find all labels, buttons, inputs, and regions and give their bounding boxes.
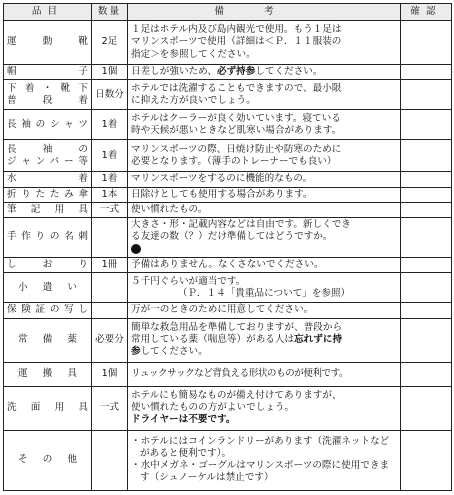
header-remarks: 備考 [128, 4, 401, 21]
table-row [4, 303, 452, 318]
table-row [4, 80, 452, 110]
table-row [4, 430, 452, 490]
header-quantity: 数量 [92, 4, 128, 21]
remarks-line: ホテルでは洗濯することもできますので、最小限 [131, 82, 342, 94]
table-row [4, 187, 452, 202]
item-name: 手作りの名刺 [4, 218, 92, 258]
table-header-row [4, 4, 452, 21]
item-quantity: 必要分 [92, 318, 128, 362]
item-remarks [128, 318, 401, 362]
item-quantity: 1本 [92, 187, 128, 202]
item-name-line: 普段着 [7, 94, 88, 106]
item-name-line: 下着・靴下 [7, 82, 88, 94]
item-name-line: 長袖の [7, 143, 88, 155]
item-remarks [128, 110, 401, 140]
item-quantity: 1個 [92, 362, 128, 386]
item-remarks: 使い慣れたもの。 [128, 202, 401, 217]
item-name: 運搬具 [4, 362, 92, 386]
item-name: 長袖のシャツ [4, 110, 92, 140]
item-name [4, 80, 92, 110]
remarks-bullet: ・水中メガネ・ゴーグルはマリンスポーツの際に使用できます（シュノーケルは禁止です） [131, 460, 390, 484]
table-row [4, 140, 452, 172]
item-name [4, 140, 92, 172]
remarks-line [131, 334, 397, 346]
table-row [4, 318, 452, 362]
item-remarks [128, 430, 401, 490]
remarks-line: マリンスポーツの際、日焼け防止や防寒のために [131, 143, 342, 155]
confirm-checkbox-cell[interactable] [401, 218, 452, 258]
remarks-line: 使い慣れたものの方がよいでしょう。 [131, 401, 295, 413]
table-row [4, 172, 452, 187]
header-confirm: 確認 [401, 4, 452, 21]
remarks-line: 指定＞を参照してください。 [131, 48, 256, 60]
item-name: 帽子 [4, 65, 92, 80]
confirm-checkbox-cell[interactable] [401, 110, 452, 140]
item-quantity: 1着 [92, 110, 128, 140]
header-item: 品目 [4, 4, 92, 21]
item-name: 小遣い [4, 273, 92, 303]
filled-circle-icon [131, 244, 141, 254]
remarks-line: る友達の数（？）だけ準備してはどうですか。 [131, 231, 333, 243]
remarks-bullet: ・ホテルにはコインランドリーがあります（洗濯ネットなどがあると便利です）。 [131, 435, 390, 459]
table-row [4, 65, 452, 80]
item-remarks: 予備はありません。なくさないでください。 [128, 258, 401, 273]
confirm-checkbox-cell[interactable] [401, 362, 452, 386]
confirm-checkbox-cell[interactable] [401, 172, 452, 187]
table-row [4, 273, 452, 303]
item-remarks [128, 65, 401, 80]
table-row [4, 202, 452, 217]
remarks-line [131, 346, 397, 358]
item-name: 洗面用具 [4, 386, 92, 430]
item-remarks [128, 218, 401, 258]
remarks-emphasis: 参 [131, 346, 141, 358]
item-name-line: ジャンパー等 [7, 155, 88, 167]
remarks-line: 大きさ・形・記載内容などは自由です。新しくでき [131, 219, 351, 231]
confirm-checkbox-cell[interactable] [401, 303, 452, 318]
item-remarks [128, 80, 401, 110]
item-remarks: マリンスポーツをするのに機能的なもの。 [128, 172, 401, 187]
remarks-line: に抑えた方が良いでしょう。 [131, 94, 256, 106]
item-name: 水着 [4, 172, 92, 187]
filled-circle-icon-line [131, 244, 397, 256]
packing-checklist-table [3, 3, 452, 491]
remarks-text: してください。 [255, 66, 323, 77]
item-quantity [92, 430, 128, 490]
item-remarks: 日除けとしても使用する場合があります。 [128, 187, 401, 202]
item-quantity: 日数分 [92, 80, 128, 110]
confirm-checkbox-cell[interactable] [401, 21, 452, 65]
item-quantity: 一式 [92, 386, 128, 430]
item-remarks: リュックサックなど背負える形状のものが便利です。 [128, 362, 401, 386]
remarks-line: 簡単な救急用品を準備しておりますが、普段から [131, 321, 343, 333]
remarks-line: マリンスポーツで使用（詳細は＜Ｐ．１１服装の [131, 36, 342, 48]
item-remarks [128, 21, 401, 65]
table-row [4, 258, 452, 273]
item-name: 保険証の写し [4, 303, 92, 318]
remarks-emphasis: 必ず持参 [216, 66, 256, 77]
item-name: 折りたたみ傘 [4, 187, 92, 202]
confirm-checkbox-cell[interactable] [401, 65, 452, 80]
item-quantity [92, 303, 128, 318]
confirm-checkbox-cell[interactable] [401, 258, 452, 273]
remarks-line: （Ｐ．１４「貴重品について」を参照） [177, 287, 351, 299]
confirm-checkbox-cell[interactable] [401, 386, 452, 430]
item-quantity: 1個 [92, 65, 128, 80]
remarks-line: ホテルにも簡易なものが備え付けてありますが、 [131, 389, 342, 401]
remarks-emphasis: ドライヤーは不要です。 [131, 414, 236, 426]
item-remarks [128, 273, 401, 303]
item-name: しおり [4, 258, 92, 273]
item-quantity [92, 273, 128, 303]
remarks-line: １足はホテル内及び島内観光で使用。もう１足は [131, 24, 342, 36]
table-row [4, 386, 452, 430]
confirm-checkbox-cell[interactable] [401, 202, 452, 217]
item-quantity: 1着 [92, 140, 128, 172]
table-row [4, 21, 452, 65]
confirm-checkbox-cell[interactable] [401, 140, 452, 172]
confirm-checkbox-cell[interactable] [401, 187, 452, 202]
remarks-line: ホテルはクーラーが良く効いています。寝ている [131, 112, 341, 124]
item-quantity: 1冊 [92, 258, 128, 273]
confirm-checkbox-cell[interactable] [401, 430, 452, 490]
table-row [4, 218, 452, 258]
item-name: 筆記用具 [4, 202, 92, 217]
remarks-text: してください。 [140, 346, 208, 358]
item-name: 常備薬 [4, 318, 92, 362]
remarks-line: 時や天候が悪いときなど肌寒い場合があります。 [131, 124, 342, 136]
item-quantity [92, 218, 128, 258]
remarks-line: ５千円ぐらいが適当です。 [131, 275, 246, 287]
confirm-checkbox-cell[interactable] [401, 318, 452, 362]
item-quantity: 2足 [92, 21, 128, 65]
confirm-checkbox-cell[interactable] [401, 273, 452, 303]
confirm-checkbox-cell[interactable] [401, 80, 452, 110]
item-quantity: 1着 [92, 172, 128, 187]
item-remarks: 万が一のときのために用意してください。 [128, 303, 401, 318]
table-row [4, 362, 452, 386]
remarks-text: 常用している薬（喘息等）がある人は [131, 333, 295, 345]
item-quantity: 一式 [92, 202, 128, 217]
item-name: その他 [4, 430, 92, 490]
remarks-emphasis: 忘れずに持 [294, 333, 343, 345]
item-remarks [128, 140, 401, 172]
remarks-text: 日差しが強いため、 [131, 66, 217, 77]
table-row [4, 110, 452, 140]
item-remarks [128, 386, 401, 430]
remarks-line: 必要となります。（薄手のトレーナーでも良い） [131, 155, 337, 167]
item-name: 運動靴 [4, 21, 92, 65]
